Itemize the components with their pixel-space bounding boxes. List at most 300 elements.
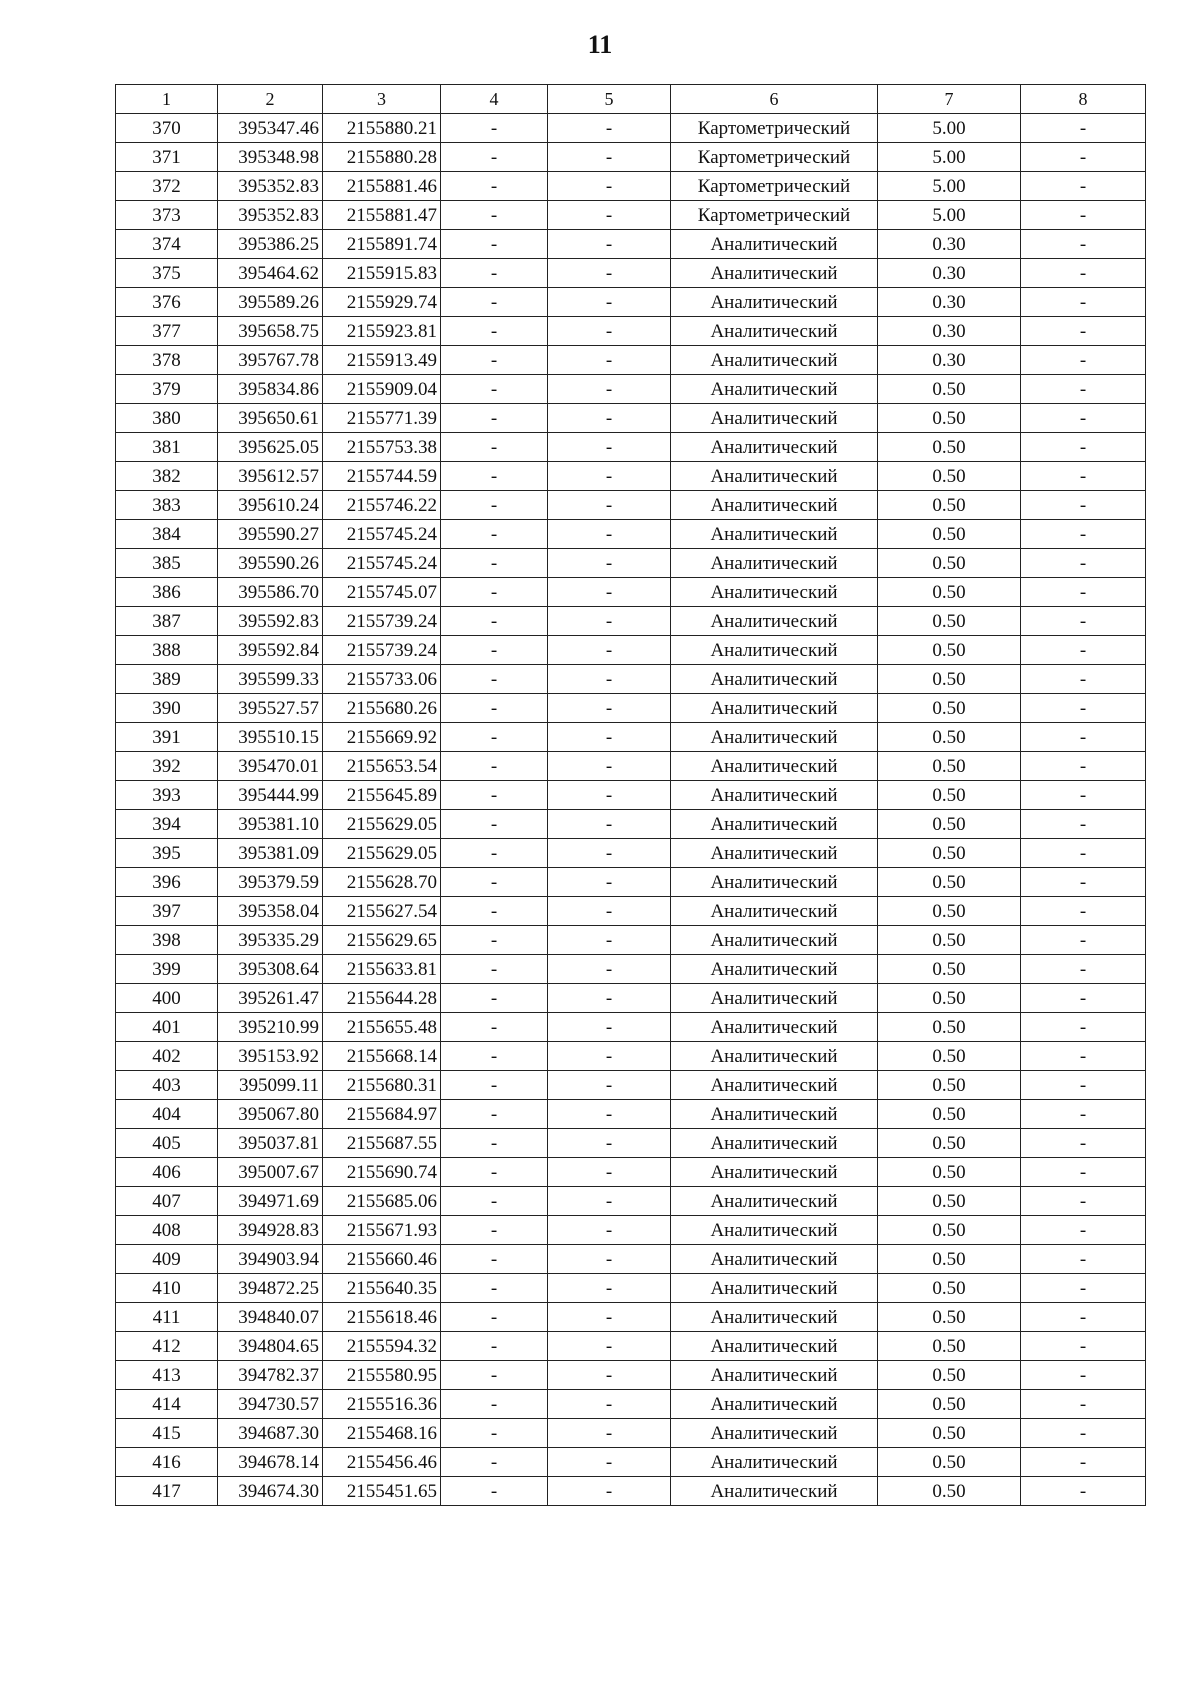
point-number-cell: 398 [116,926,218,955]
table-row [116,259,1146,288]
column-8-cell: - [1021,288,1146,317]
point-number-cell: 412 [116,1332,218,1361]
accuracy-cell: 0.50 [878,810,1021,839]
x-coordinate-cell: 394872.25 [218,1274,323,1303]
column-4-cell: - [441,665,548,694]
column-5-cell: - [548,723,671,752]
accuracy-cell: 0.50 [878,549,1021,578]
column-4-cell: - [441,607,548,636]
column-4-cell: - [441,1303,548,1332]
column-5-cell: - [548,1448,671,1477]
accuracy-cell: 5.00 [878,201,1021,230]
method-cell: Аналитический [671,491,878,520]
column-4-cell: - [441,1448,548,1477]
column-4-cell: - [441,810,548,839]
accuracy-cell: 0.50 [878,1245,1021,1274]
accuracy-cell: 0.50 [878,723,1021,752]
method-cell: Аналитический [671,810,878,839]
accuracy-cell: 0.50 [878,636,1021,665]
method-cell: Аналитический [671,404,878,433]
table-row [116,1390,1146,1419]
x-coordinate-cell: 395612.57 [218,462,323,491]
accuracy-cell: 0.50 [878,1100,1021,1129]
y-coordinate-cell: 2155746.22 [323,491,441,520]
column-5-cell: - [548,549,671,578]
table-row [116,1477,1146,1506]
table-row [116,868,1146,897]
x-coordinate-cell: 395589.26 [218,288,323,317]
y-coordinate-cell: 2155771.39 [323,404,441,433]
column-5-cell: - [548,636,671,665]
method-cell: Аналитический [671,288,878,317]
point-number-cell: 392 [116,752,218,781]
column-4-cell: - [441,1100,548,1129]
table-row [116,636,1146,665]
accuracy-cell: 0.30 [878,230,1021,259]
point-number-cell: 415 [116,1419,218,1448]
accuracy-cell: 0.50 [878,1303,1021,1332]
accuracy-cell: 0.50 [878,868,1021,897]
column-8-cell: - [1021,926,1146,955]
column-4-cell: - [441,1187,548,1216]
y-coordinate-cell: 2155645.89 [323,781,441,810]
column-8-cell: - [1021,1129,1146,1158]
column-5-cell: - [548,1303,671,1332]
x-coordinate-cell: 394804.65 [218,1332,323,1361]
point-number-cell: 410 [116,1274,218,1303]
column-4-cell: - [441,317,548,346]
column-5-cell: - [548,230,671,259]
table-row [116,1100,1146,1129]
point-number-cell: 396 [116,868,218,897]
method-cell: Аналитический [671,897,878,926]
method-cell: Аналитический [671,636,878,665]
table-row [116,723,1146,752]
x-coordinate-cell: 395335.29 [218,926,323,955]
accuracy-cell: 0.50 [878,1448,1021,1477]
x-coordinate-cell: 395658.75 [218,317,323,346]
column-5-cell: - [548,1187,671,1216]
column-4-cell: - [441,259,548,288]
accuracy-cell: 0.50 [878,926,1021,955]
method-cell: Аналитический [671,1129,878,1158]
table-row [116,1158,1146,1187]
column-5-cell: - [548,810,671,839]
accuracy-cell: 0.50 [878,897,1021,926]
method-cell: Аналитический [671,375,878,404]
point-number-cell: 401 [116,1013,218,1042]
column-5-cell: - [548,1071,671,1100]
y-coordinate-cell: 2155668.14 [323,1042,441,1071]
y-coordinate-cell: 2155660.46 [323,1245,441,1274]
accuracy-cell: 0.50 [878,1042,1021,1071]
column-4-cell: - [441,723,548,752]
method-cell: Аналитический [671,1332,878,1361]
x-coordinate-cell: 394687.30 [218,1419,323,1448]
method-cell: Аналитический [671,752,878,781]
column-8-cell: - [1021,375,1146,404]
method-cell: Аналитический [671,1187,878,1216]
table-row [116,1216,1146,1245]
column-5-cell: - [548,1274,671,1303]
column-8-cell: - [1021,1274,1146,1303]
column-4-cell: - [441,1477,548,1506]
accuracy-cell: 0.50 [878,839,1021,868]
y-coordinate-cell: 2155468.16 [323,1419,441,1448]
column-8-cell: - [1021,143,1146,172]
point-number-cell: 381 [116,433,218,462]
column-5-cell: - [548,1332,671,1361]
column-8-cell: - [1021,549,1146,578]
column-8-cell: - [1021,955,1146,984]
column-5-cell: - [548,288,671,317]
column-header: 8 [1021,85,1146,114]
x-coordinate-cell: 395510.15 [218,723,323,752]
x-coordinate-cell: 394678.14 [218,1448,323,1477]
column-5-cell: - [548,462,671,491]
table-row [116,781,1146,810]
table-header-row [116,85,1146,114]
column-4-cell: - [441,955,548,984]
method-cell: Аналитический [671,549,878,578]
method-cell: Аналитический [671,839,878,868]
column-8-cell: - [1021,1390,1146,1419]
method-cell: Аналитический [671,926,878,955]
point-number-cell: 400 [116,984,218,1013]
column-8-cell: - [1021,694,1146,723]
column-8-cell: - [1021,1158,1146,1187]
y-coordinate-cell: 2155929.74 [323,288,441,317]
point-number-cell: 383 [116,491,218,520]
method-cell: Аналитический [671,984,878,1013]
table-row [116,1187,1146,1216]
table-row [116,1129,1146,1158]
table-row [116,897,1146,926]
column-5-cell: - [548,781,671,810]
column-4-cell: - [441,1390,548,1419]
column-4-cell: - [441,868,548,897]
y-coordinate-cell: 2155745.24 [323,520,441,549]
method-cell: Аналитический [671,665,878,694]
column-8-cell: - [1021,346,1146,375]
column-4-cell: - [441,1158,548,1187]
column-4-cell: - [441,636,548,665]
y-coordinate-cell: 2155685.06 [323,1187,441,1216]
y-coordinate-cell: 2155680.31 [323,1071,441,1100]
x-coordinate-cell: 395650.61 [218,404,323,433]
y-coordinate-cell: 2155739.24 [323,607,441,636]
point-number-cell: 391 [116,723,218,752]
method-cell: Аналитический [671,781,878,810]
column-8-cell: - [1021,897,1146,926]
table-row [116,1303,1146,1332]
x-coordinate-cell: 395261.47 [218,984,323,1013]
column-5-cell: - [548,578,671,607]
x-coordinate-cell: 395470.01 [218,752,323,781]
y-coordinate-cell: 2155669.92 [323,723,441,752]
y-coordinate-cell: 2155745.07 [323,578,441,607]
accuracy-cell: 0.50 [878,1361,1021,1390]
column-header: 2 [218,85,323,114]
column-4-cell: - [441,1216,548,1245]
column-5-cell: - [548,375,671,404]
accuracy-cell: 5.00 [878,143,1021,172]
accuracy-cell: 0.50 [878,1158,1021,1187]
accuracy-cell: 5.00 [878,114,1021,143]
accuracy-cell: 0.50 [878,665,1021,694]
column-5-cell: - [548,868,671,897]
table-row [116,810,1146,839]
column-8-cell: - [1021,607,1146,636]
column-header: 4 [441,85,548,114]
column-8-cell: - [1021,1013,1146,1042]
accuracy-cell: 0.50 [878,578,1021,607]
point-number-cell: 378 [116,346,218,375]
point-number-cell: 408 [116,1216,218,1245]
y-coordinate-cell: 2155923.81 [323,317,441,346]
x-coordinate-cell: 394730.57 [218,1390,323,1419]
column-8-cell: - [1021,317,1146,346]
point-number-cell: 411 [116,1303,218,1332]
point-number-cell: 375 [116,259,218,288]
accuracy-cell: 0.30 [878,346,1021,375]
point-number-cell: 385 [116,549,218,578]
x-coordinate-cell: 395153.92 [218,1042,323,1071]
column-5-cell: - [548,1477,671,1506]
column-5-cell: - [548,1013,671,1042]
column-5-cell: - [548,404,671,433]
method-cell: Картометрический [671,172,878,201]
column-8-cell: - [1021,665,1146,694]
column-8-cell: - [1021,578,1146,607]
column-4-cell: - [441,984,548,1013]
method-cell: Аналитический [671,1071,878,1100]
x-coordinate-cell: 395386.25 [218,230,323,259]
column-4-cell: - [441,1129,548,1158]
column-5-cell: - [548,259,671,288]
x-coordinate-cell: 395586.70 [218,578,323,607]
column-8-cell: - [1021,1187,1146,1216]
method-cell: Аналитический [671,1216,878,1245]
table-row [116,549,1146,578]
method-cell: Аналитический [671,723,878,752]
x-coordinate-cell: 395381.09 [218,839,323,868]
y-coordinate-cell: 2155687.55 [323,1129,441,1158]
point-number-cell: 377 [116,317,218,346]
y-coordinate-cell: 2155580.95 [323,1361,441,1390]
column-8-cell: - [1021,1448,1146,1477]
column-4-cell: - [441,1332,548,1361]
column-4-cell: - [441,230,548,259]
x-coordinate-cell: 395347.46 [218,114,323,143]
accuracy-cell: 0.50 [878,433,1021,462]
point-number-cell: 371 [116,143,218,172]
accuracy-cell: 0.50 [878,1187,1021,1216]
column-5-cell: - [548,114,671,143]
x-coordinate-cell: 394782.37 [218,1361,323,1390]
table-row [116,955,1146,984]
method-cell: Аналитический [671,607,878,636]
y-coordinate-cell: 2155913.49 [323,346,441,375]
column-4-cell: - [441,201,548,230]
y-coordinate-cell: 2155684.97 [323,1100,441,1129]
x-coordinate-cell: 395348.98 [218,143,323,172]
column-8-cell: - [1021,810,1146,839]
accuracy-cell: 0.50 [878,1216,1021,1245]
page-number: 11 [587,30,613,59]
accuracy-cell: 0.50 [878,694,1021,723]
method-cell: Аналитический [671,1245,878,1274]
column-5-cell: - [548,1419,671,1448]
table-row [116,375,1146,404]
y-coordinate-cell: 2155628.70 [323,868,441,897]
y-coordinate-cell: 2155653.54 [323,752,441,781]
table-row [116,694,1146,723]
table-row [116,578,1146,607]
column-4-cell: - [441,288,548,317]
method-cell: Аналитический [671,346,878,375]
column-4-cell: - [441,375,548,404]
column-4-cell: - [441,520,548,549]
table-row [116,1419,1146,1448]
table-row [116,317,1146,346]
y-coordinate-cell: 2155451.65 [323,1477,441,1506]
column-5-cell: - [548,1216,671,1245]
y-coordinate-cell: 2155680.26 [323,694,441,723]
x-coordinate-cell: 395590.27 [218,520,323,549]
accuracy-cell: 0.50 [878,1332,1021,1361]
table-row [116,520,1146,549]
table-row [116,984,1146,1013]
column-5-cell: - [548,317,671,346]
column-4-cell: - [441,346,548,375]
column-header: 7 [878,85,1021,114]
coordinates-table [115,84,1146,1506]
column-5-cell: - [548,607,671,636]
point-number-cell: 417 [116,1477,218,1506]
column-5-cell: - [548,1390,671,1419]
accuracy-cell: 0.50 [878,1419,1021,1448]
table-row [116,462,1146,491]
column-5-cell: - [548,1100,671,1129]
method-cell: Аналитический [671,1390,878,1419]
point-number-cell: 372 [116,172,218,201]
y-coordinate-cell: 2155655.48 [323,1013,441,1042]
accuracy-cell: 0.50 [878,375,1021,404]
point-number-cell: 404 [116,1100,218,1129]
point-number-cell: 399 [116,955,218,984]
point-number-cell: 389 [116,665,218,694]
method-cell: Аналитический [671,578,878,607]
table-row [116,1274,1146,1303]
table-row [116,665,1146,694]
method-cell: Аналитический [671,520,878,549]
method-cell: Аналитический [671,694,878,723]
point-number-cell: 407 [116,1187,218,1216]
table-row [116,491,1146,520]
column-8-cell: - [1021,1361,1146,1390]
y-coordinate-cell: 2155618.46 [323,1303,441,1332]
x-coordinate-cell: 395037.81 [218,1129,323,1158]
y-coordinate-cell: 2155909.04 [323,375,441,404]
x-coordinate-cell: 395444.99 [218,781,323,810]
table-row [116,752,1146,781]
column-5-cell: - [548,694,671,723]
point-number-cell: 380 [116,404,218,433]
y-coordinate-cell: 2155880.28 [323,143,441,172]
x-coordinate-cell: 395099.11 [218,1071,323,1100]
method-cell: Аналитический [671,1274,878,1303]
x-coordinate-cell: 394903.94 [218,1245,323,1274]
point-number-cell: 374 [116,230,218,259]
column-8-cell: - [1021,1071,1146,1100]
point-number-cell: 402 [116,1042,218,1071]
column-8-cell: - [1021,752,1146,781]
table-row [116,1332,1146,1361]
method-cell: Аналитический [671,1419,878,1448]
method-cell: Аналитический [671,1477,878,1506]
column-8-cell: - [1021,868,1146,897]
point-number-cell: 376 [116,288,218,317]
y-coordinate-cell: 2155629.05 [323,810,441,839]
column-5-cell: - [548,752,671,781]
column-5-cell: - [548,955,671,984]
y-coordinate-cell: 2155881.46 [323,172,441,201]
accuracy-cell: 5.00 [878,172,1021,201]
column-5-cell: - [548,346,671,375]
table-row [116,607,1146,636]
y-coordinate-cell: 2155633.81 [323,955,441,984]
column-5-cell: - [548,1129,671,1158]
column-4-cell: - [441,1245,548,1274]
column-4-cell: - [441,926,548,955]
x-coordinate-cell: 395527.57 [218,694,323,723]
column-8-cell: - [1021,259,1146,288]
column-5-cell: - [548,1042,671,1071]
x-coordinate-cell: 394840.07 [218,1303,323,1332]
method-cell: Аналитический [671,259,878,288]
column-header: 5 [548,85,671,114]
y-coordinate-cell: 2155456.46 [323,1448,441,1477]
accuracy-cell: 0.50 [878,752,1021,781]
table-row [116,114,1146,143]
x-coordinate-cell: 394674.30 [218,1477,323,1506]
column-8-cell: - [1021,520,1146,549]
column-5-cell: - [548,839,671,868]
column-8-cell: - [1021,1332,1146,1361]
table-row [116,230,1146,259]
y-coordinate-cell: 2155891.74 [323,230,441,259]
point-number-cell: 370 [116,114,218,143]
accuracy-cell: 0.50 [878,955,1021,984]
y-coordinate-cell: 2155594.32 [323,1332,441,1361]
table-row [116,201,1146,230]
column-8-cell: - [1021,1216,1146,1245]
table-row [116,1361,1146,1390]
point-number-cell: 388 [116,636,218,665]
x-coordinate-cell: 395610.24 [218,491,323,520]
column-8-cell: - [1021,984,1146,1013]
column-4-cell: - [441,1419,548,1448]
column-8-cell: - [1021,1477,1146,1506]
x-coordinate-cell: 395381.10 [218,810,323,839]
method-cell: Аналитический [671,1100,878,1129]
y-coordinate-cell: 2155739.24 [323,636,441,665]
accuracy-cell: 0.50 [878,1274,1021,1303]
table-row [116,288,1146,317]
method-cell: Аналитический [671,955,878,984]
point-number-cell: 406 [116,1158,218,1187]
